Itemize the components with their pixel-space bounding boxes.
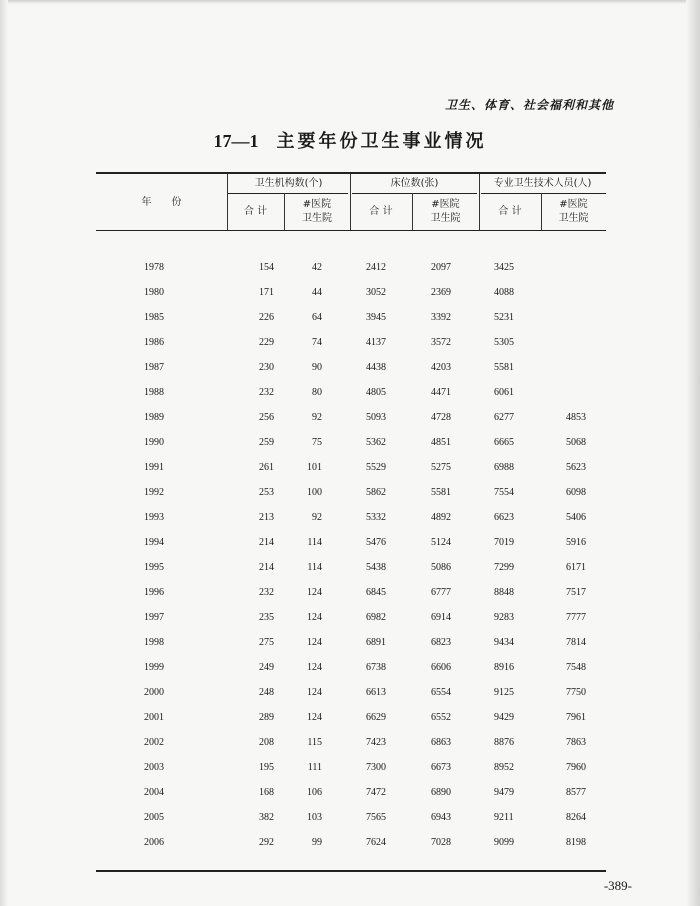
cell-year: 1988 (144, 387, 164, 398)
cell-beds-total: 2412 (366, 262, 386, 273)
cell-beds-hospital: 5275 (431, 462, 451, 473)
table-row (96, 637, 606, 657)
table-row (96, 762, 606, 782)
table-top-rule (96, 172, 606, 174)
group-rule-staff (481, 193, 606, 194)
cell-institutions-hospital: 42 (312, 262, 322, 273)
cell-beds-hospital: 6673 (431, 762, 451, 773)
header-hospital-line1: #医院 (559, 199, 588, 210)
cell-institutions-hospital: 111 (307, 762, 322, 773)
table-row (96, 787, 606, 807)
running-head: 卫生、体育、社会福利和其他 (444, 98, 614, 112)
cell-beds-total: 7472 (366, 787, 386, 798)
cell-beds-hospital: 2097 (431, 262, 451, 273)
cell-institutions-total: 214 (259, 562, 274, 573)
cell-beds-hospital: 4851 (431, 437, 451, 448)
cell-beds-hospital: 7028 (431, 837, 451, 848)
cell-institutions-hospital: 92 (312, 512, 322, 523)
cell-staff-hospital: 7863 (566, 737, 586, 748)
table-row (96, 287, 606, 307)
header-hospital-line2: 卫生院 (558, 213, 589, 224)
table-row (96, 362, 606, 382)
cell-year: 2005 (144, 812, 164, 823)
cell-staff-total: 5305 (494, 337, 514, 348)
cell-staff-total: 6665 (494, 437, 514, 448)
cell-staff-total: 9125 (494, 687, 514, 698)
cell-institutions-total: 171 (259, 287, 274, 298)
cell-year: 1997 (144, 612, 164, 623)
cell-institutions-total: 214 (259, 537, 274, 548)
cell-staff-total: 5581 (494, 362, 514, 373)
table-row (96, 562, 606, 582)
table-row (96, 712, 606, 732)
cell-year: 1986 (144, 337, 164, 348)
cell-institutions-hospital: 75 (312, 437, 322, 448)
cell-beds-hospital: 3392 (431, 312, 451, 323)
cell-beds-total: 5529 (366, 462, 386, 473)
cell-institutions-total: 195 (259, 762, 274, 773)
cell-institutions-total: 235 (259, 612, 274, 623)
cell-staff-total: 3425 (494, 262, 514, 273)
header-hospital-line2: 卫生院 (302, 213, 332, 224)
cell-staff-hospital: 5623 (566, 462, 586, 473)
cell-institutions-total: 259 (259, 437, 274, 448)
cell-staff-hospital: 5916 (566, 537, 586, 548)
cell-year: 2002 (144, 737, 164, 748)
cell-institutions-hospital: 64 (312, 312, 322, 323)
cell-beds-hospital: 3572 (431, 337, 451, 348)
cell-year: 1994 (144, 537, 164, 548)
cell-year: 1995 (144, 562, 164, 573)
cell-institutions-hospital: 92 (312, 412, 322, 423)
cell-year: 2004 (144, 787, 164, 798)
group-rule-institutions (227, 193, 348, 194)
cell-staff-total: 6061 (494, 387, 514, 398)
cell-beds-hospital: 4471 (431, 387, 451, 398)
cell-institutions-total: 256 (259, 412, 274, 423)
cell-staff-total: 7299 (494, 562, 514, 573)
cell-institutions-total: 232 (259, 587, 274, 598)
cell-beds-hospital: 4203 (431, 362, 451, 373)
cell-beds-hospital: 4892 (431, 512, 451, 523)
header-hospital (541, 198, 606, 226)
cell-beds-hospital: 6914 (431, 612, 451, 623)
cell-staff-total: 6988 (494, 462, 514, 473)
header-total: 合 计 (243, 206, 268, 217)
cell-beds-total: 7300 (366, 762, 386, 773)
cell-beds-total: 4805 (366, 387, 386, 398)
cell-beds-total: 6629 (366, 712, 386, 723)
cell-staff-hospital: 7960 (566, 762, 586, 773)
cell-institutions-total: 229 (259, 337, 274, 348)
table-title-text: 主要年份卫生事业情况 (276, 131, 487, 152)
table-row (96, 337, 606, 357)
cell-year: 1978 (144, 262, 164, 273)
cell-beds-total: 4438 (366, 362, 386, 373)
cell-year: 1990 (144, 437, 164, 448)
cell-institutions-hospital: 80 (312, 387, 322, 398)
cell-institutions-hospital: 114 (307, 537, 322, 548)
cell-beds-total: 5476 (366, 537, 386, 548)
table-row (96, 812, 606, 832)
header-group-beds: 床位数(张) (390, 178, 439, 189)
cell-staff-hospital: 4853 (566, 412, 586, 423)
cell-institutions-total: 208 (259, 737, 274, 748)
table-row (96, 487, 606, 507)
cell-year: 1992 (144, 487, 164, 498)
cell-staff-hospital: 8264 (566, 812, 586, 823)
cell-beds-total: 6845 (366, 587, 386, 598)
table-row (96, 462, 606, 482)
cell-staff-hospital: 7750 (566, 687, 586, 698)
cell-staff-total: 9434 (494, 637, 514, 648)
cell-staff-total: 9429 (494, 712, 514, 723)
cell-staff-hospital: 7548 (566, 662, 586, 673)
cell-beds-total: 5093 (366, 412, 386, 423)
cell-staff-hospital: 8577 (566, 787, 586, 798)
cell-beds-hospital: 6943 (431, 812, 451, 823)
table-header-rule (96, 230, 606, 231)
table-row (96, 687, 606, 707)
header-year: 年 份 (141, 197, 182, 208)
cell-beds-hospital: 5086 (431, 562, 451, 573)
cell-institutions-total: 248 (259, 687, 274, 698)
cell-institutions-hospital: 44 (312, 287, 322, 298)
cell-beds-hospital: 6890 (431, 787, 451, 798)
cell-beds-total: 6613 (366, 687, 386, 698)
table-row (96, 437, 606, 457)
cell-institutions-total: 154 (259, 262, 274, 273)
cell-staff-hospital: 8198 (566, 837, 586, 848)
cell-institutions-total: 232 (259, 387, 274, 398)
cell-staff-total: 9099 (494, 837, 514, 848)
cell-beds-hospital: 6552 (431, 712, 451, 723)
cell-beds-hospital: 6863 (431, 737, 451, 748)
cell-institutions-hospital: 124 (307, 712, 322, 723)
table-row (96, 387, 606, 407)
cell-beds-hospital: 6777 (431, 587, 451, 598)
cell-institutions-hospital: 74 (312, 337, 322, 348)
cell-beds-total: 6738 (366, 662, 386, 673)
cell-staff-total: 8848 (494, 587, 514, 598)
cell-institutions-hospital: 124 (307, 637, 322, 648)
cell-beds-hospital: 5581 (431, 487, 451, 498)
cell-staff-total: 6277 (494, 412, 514, 423)
cell-beds-total: 5332 (366, 512, 386, 523)
cell-institutions-hospital: 124 (307, 612, 322, 623)
cell-staff-total: 8916 (494, 662, 514, 673)
cell-year: 1998 (144, 637, 164, 648)
cell-year: 1987 (144, 362, 164, 373)
cell-institutions-total: 261 (259, 462, 274, 473)
cell-beds-total: 3052 (366, 287, 386, 298)
cell-year: 1999 (144, 662, 164, 673)
table-row (96, 312, 606, 332)
table-bottom-rule (96, 870, 606, 872)
table-row (96, 612, 606, 632)
cell-institutions-total: 226 (259, 312, 274, 323)
cell-staff-hospital: 7517 (566, 587, 586, 598)
cell-year: 1996 (144, 587, 164, 598)
cell-institutions-total: 382 (259, 812, 274, 823)
header-group-staff: 专业卫生技术人员(人) (493, 178, 592, 189)
table-row (96, 537, 606, 557)
cell-beds-total: 6891 (366, 637, 386, 648)
cell-year: 1985 (144, 312, 164, 323)
header-hospital (284, 198, 350, 226)
cell-beds-total: 5862 (366, 487, 386, 498)
cell-staff-total: 8876 (494, 737, 514, 748)
cell-year: 2001 (144, 712, 164, 723)
header-group-institutions: 卫生机构数(个) (254, 178, 323, 189)
table-row (96, 737, 606, 757)
header-hospital-line1: #医院 (431, 199, 460, 210)
page-number: -389- (603, 878, 632, 893)
cell-beds-hospital: 6823 (431, 637, 451, 648)
header-total: 合 计 (498, 206, 522, 217)
cell-staff-hospital: 7961 (566, 712, 586, 723)
table-row (96, 412, 606, 432)
cell-beds-total: 4137 (366, 337, 386, 348)
cell-year: 2000 (144, 687, 164, 698)
table-row (96, 662, 606, 682)
cell-beds-total: 6982 (366, 612, 386, 623)
cell-year: 1993 (144, 512, 164, 523)
cell-beds-total: 3945 (366, 312, 386, 323)
cell-beds-hospital: 2369 (431, 287, 451, 298)
cell-year: 2006 (144, 837, 164, 848)
cell-institutions-total: 249 (259, 662, 274, 673)
cell-staff-total: 6623 (494, 512, 514, 523)
cell-year: 1989 (144, 412, 164, 423)
scan-border-top (0, 0, 700, 4)
cell-staff-hospital: 6098 (566, 487, 586, 498)
table-row (96, 837, 606, 857)
group-rule-beds (352, 193, 477, 194)
header-hospital (412, 198, 479, 226)
cell-institutions-total: 168 (259, 787, 274, 798)
cell-staff-total: 4088 (494, 287, 514, 298)
cell-year: 1980 (144, 287, 164, 298)
cell-staff-hospital: 5068 (566, 437, 586, 448)
cell-institutions-hospital: 115 (307, 737, 322, 748)
table-row (96, 262, 606, 282)
header-total: 合 计 (369, 206, 393, 217)
cell-institutions-total: 275 (259, 637, 274, 648)
table-number: 17—1 (213, 131, 259, 151)
cell-staff-total: 8952 (494, 762, 514, 773)
cell-institutions-hospital: 124 (307, 662, 322, 673)
cell-institutions-hospital: 90 (312, 362, 322, 373)
cell-institutions-hospital: 114 (307, 562, 322, 573)
cell-beds-total: 7624 (366, 837, 386, 848)
cell-beds-total: 5362 (366, 437, 386, 448)
table-row (96, 512, 606, 532)
cell-institutions-total: 213 (259, 512, 274, 523)
cell-institutions-total: 289 (259, 712, 274, 723)
cell-beds-hospital: 6554 (431, 687, 451, 698)
cell-staff-total: 7019 (494, 537, 514, 548)
cell-beds-hospital: 4728 (431, 412, 451, 423)
cell-beds-hospital: 5124 (431, 537, 451, 548)
cell-staff-total: 5231 (494, 312, 514, 323)
cell-staff-total: 9211 (494, 812, 514, 823)
header-hospital-line1: #医院 (302, 199, 332, 210)
cell-year: 1991 (144, 462, 164, 473)
cell-beds-hospital: 6606 (431, 662, 451, 673)
cell-institutions-hospital: 124 (307, 687, 322, 698)
cell-institutions-total: 292 (259, 837, 274, 848)
cell-year: 2003 (144, 762, 164, 773)
table-row (96, 587, 606, 607)
cell-institutions-hospital: 99 (312, 837, 322, 848)
cell-beds-total: 5438 (366, 562, 386, 573)
cell-staff-total: 7554 (494, 487, 514, 498)
cell-institutions-hospital: 101 (307, 462, 322, 473)
cell-beds-total: 7423 (366, 737, 386, 748)
cell-institutions-total: 230 (259, 362, 274, 373)
cell-institutions-hospital: 124 (307, 587, 322, 598)
table-title (0, 127, 700, 153)
cell-staff-hospital: 6171 (566, 562, 586, 573)
cell-institutions-total: 253 (259, 487, 274, 498)
header-hospital-line2: 卫生院 (430, 213, 461, 224)
cell-staff-total: 9479 (494, 787, 514, 798)
cell-staff-hospital: 7814 (566, 637, 586, 648)
cell-institutions-hospital: 103 (307, 812, 322, 823)
cell-institutions-hospital: 100 (307, 487, 322, 498)
cell-staff-hospital: 5406 (566, 512, 586, 523)
cell-institutions-hospital: 106 (307, 787, 322, 798)
cell-staff-hospital: 7777 (566, 612, 586, 623)
cell-beds-total: 7565 (366, 812, 386, 823)
cell-staff-total: 9283 (494, 612, 514, 623)
